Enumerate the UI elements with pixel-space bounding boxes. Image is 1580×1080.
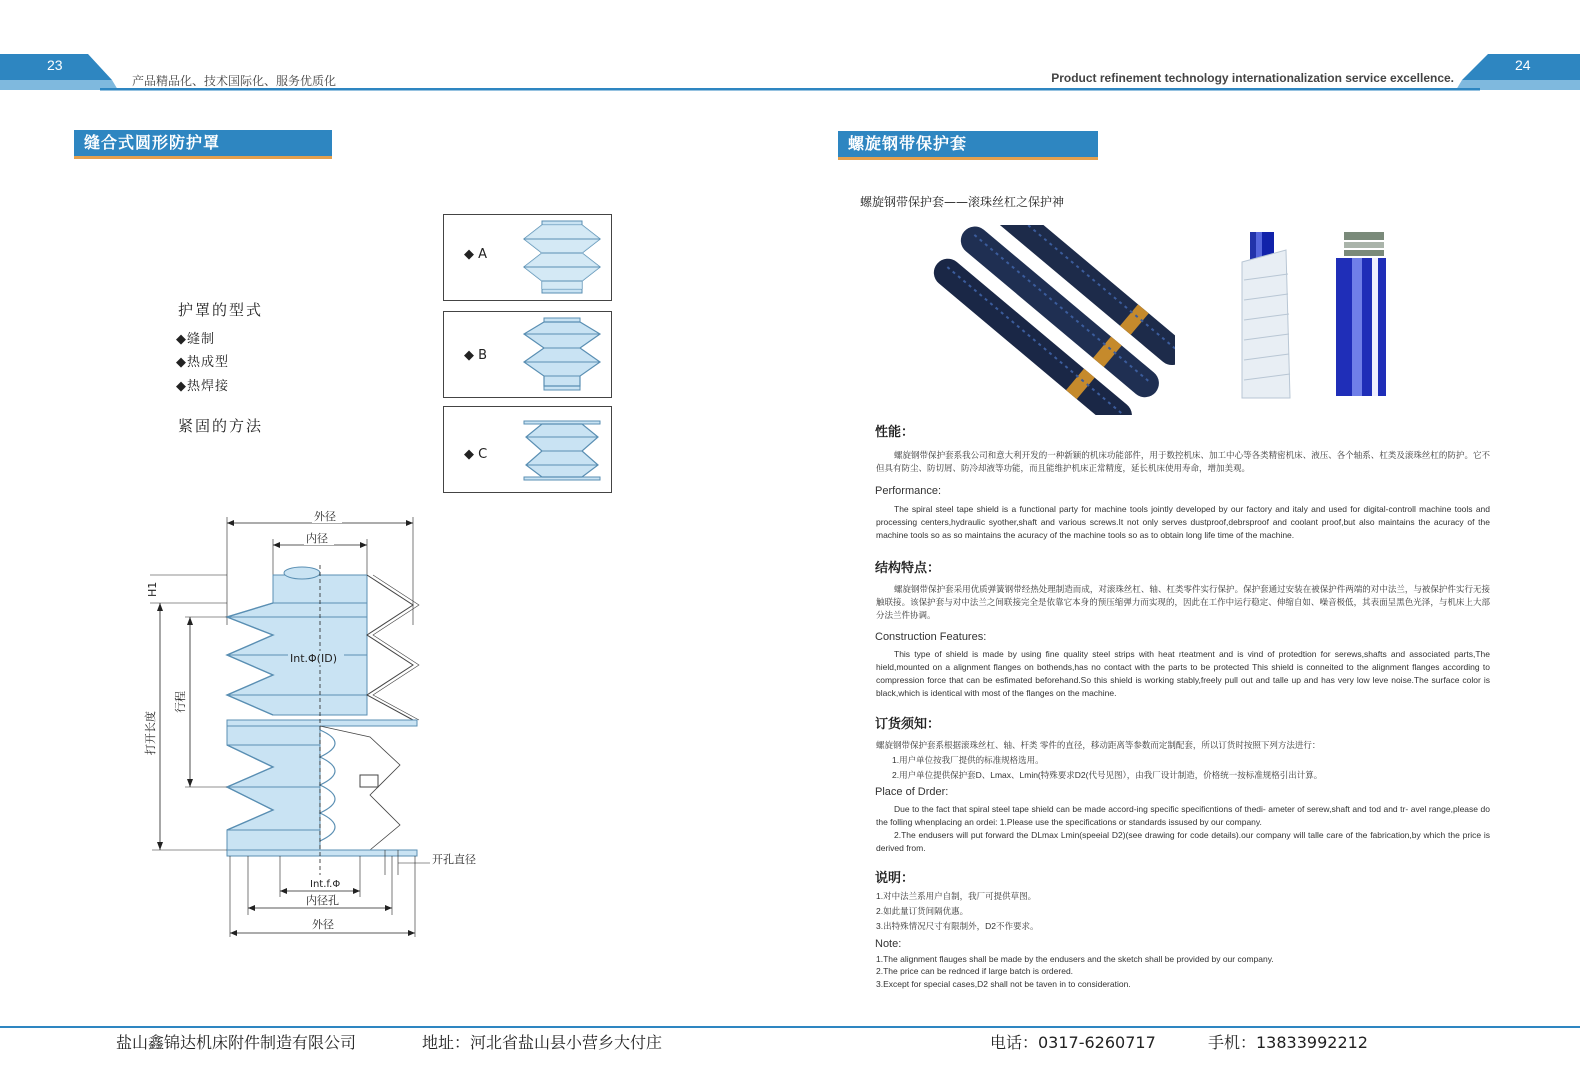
note-en-line-2: 2.The price can be rednced if large batch is ordered. — [876, 966, 1074, 976]
notes-heading: 说明： — [875, 871, 915, 886]
order-cn-line-2: 1.用户单位按我厂提供的标准规格选用。 — [892, 755, 1044, 765]
form-item-thermoformed: ◆热成型 — [176, 355, 229, 370]
performance-text-en: The spiral steel tape shield is a functional party for machine tools jointly developed by our factory and italy and used for digital-controll machine tools and processing centers,hydraulic syother,shaft and various screws.It not only serves dustproof,debrsproof and coolant proof,but also maintains the acuracy of the machine tools so as so maintains the acuracy of the machine tools so as to obtain long life time of the machine. — [876, 504, 1490, 540]
structure-text-cn: 螺旋钢带保护套采用优质弹簧钢带经热处理制造而成，对滚珠丝杠、轴、杠类零件实行保护。保护套通过安装在被保护件两端的对中法兰，与被保护件实行无接触联接。该保护套与对中法兰之间联接完全是依靠它本身的预压缩弹力而实现的，因此在工作中运行稳定、伸缩自如、噪音极低，其表面呈黑色光泽，与机床上大部分法兰件协调。 — [876, 584, 1490, 620]
dim-outer-diameter-bottom: 外径 — [312, 918, 334, 931]
spiral-shield-blue-photo — [1330, 228, 1400, 400]
dim-inner-hole: 内径孔 — [306, 894, 339, 907]
footer-company: 盐山鑫锦达机床附件制造有限公司 — [116, 1033, 357, 1052]
note-cn-line-1: 1.对中法兰系用户自制，我厂可提供草图。 — [876, 891, 1037, 901]
type-label-a: ◆ A — [464, 247, 488, 262]
form-item-sewn: ◆缝制 — [176, 332, 215, 347]
performance-heading-en: Performance: — [875, 485, 942, 497]
left-section-title: 缝合式圆形防护罩 — [74, 130, 332, 159]
slogan-chinese: 产品精品化、技术国际化、服务优质化 — [132, 74, 337, 88]
note-en-line-1: 1.The alignment flauges shall be made by the endusers and the sketch shall be provided by our company. — [876, 954, 1274, 964]
type-box-c — [443, 406, 612, 493]
bellows-body — [227, 565, 419, 875]
footer-address: 地址：河北省盐山县小营乡大付庄 — [422, 1033, 663, 1052]
footer-phone: 电话：0317-6260717 — [990, 1033, 1156, 1052]
dim-open-length: 打开长度 — [144, 711, 157, 755]
slogan-english: Product refinement technology internationalization service excellence. — [1051, 71, 1454, 85]
order-en-line-1: Due to the fact that spiral steel tape shield can be made accord-ing specific specificntions of thedi- ameter of serew,shaft and tod and tr- avel range,please do the folling whenplacing an ordei: 1.Please use the specifications or standards issused by our company. — [876, 804, 1490, 827]
dim-outer-diameter-top: 外径 — [314, 510, 336, 523]
right-subtitle: 螺旋钢带保护套——滚珠丝杠之保护神 — [860, 195, 1065, 209]
footer-rule — [0, 1026, 1580, 1028]
page-number-right: 24 — [1515, 57, 1531, 73]
type-label-b: ◆ B — [464, 348, 488, 363]
bellows-b-icon — [522, 316, 602, 392]
structure-text-en: This type of shield is made by using fine quality steel strips with heat rteatment and is vind of protedtion for serews,shafts and associated parts,The hield,mounted on a alignment flanges on bothends,has no contact with the parts to be protected This shield is conneited to the alignment flanges according to compression force that can be esfimated beforehand.So this shield is working stably,freely pull out and talle up and has very low leve noise.The surface color is black,which is identical with most of the flanges on the machine. — [876, 649, 1490, 698]
order-cn-line-3: 2.用户单位提供保护套D、Lmax、Lmin(特殊要求D2(代号见图），由我厂设计制造，价格统一按标准规格引出计算。 — [892, 770, 1323, 780]
forms-heading: 护罩的型式 — [178, 301, 264, 319]
performance-text-cn: 螺旋钢带保护套系我公司和意大利开发的一种新颖的机床功能部件，用于数控机床、加工中心等各类精密机床、液压、各个轴系、杠类及滚珠丝杠的防护。它不但具有防尘、防切屑、防冷却液等功能，而且能维护机床正常精度，延长机床使用寿命，增加美观。 — [876, 450, 1490, 473]
right-section-title: 螺旋钢带保护套 — [838, 131, 1098, 160]
form-item-welded: ◆热焊接 — [176, 379, 229, 394]
notes-heading-en: Note: — [875, 938, 902, 950]
bellows-technical-drawing — [130, 505, 510, 945]
page-number-left: 23 — [47, 57, 63, 73]
dim-inner-id: Int.Φ(ID) — [290, 652, 337, 665]
fixing-heading: 紧固的方法 — [178, 417, 264, 435]
structure-heading-en: Construction Features: — [875, 631, 987, 643]
performance-heading: 性能： — [875, 425, 915, 440]
note-cn-line-3: 3.出特殊情况尺寸有限制外，D2不作要求。 — [876, 921, 1039, 931]
type-box-a — [443, 214, 612, 301]
order-heading: 订货须知： — [875, 717, 941, 732]
bellows-a-icon — [522, 219, 602, 295]
footer-mobile: 手机：13833992212 — [1208, 1033, 1368, 1052]
order-cn-line-1: 螺旋钢带保护套系根据滚珠丝杠、轴、杆类 零件的直径，移动距离等参数而定制配套，所以订货时按照下列方法进行： — [876, 740, 1321, 750]
dim-inner-diameter-top: 内径 — [306, 532, 328, 545]
structure-heading: 结构特点： — [875, 561, 941, 576]
note-cn-line-2: 2.如此量订货间隔优惠。 — [876, 906, 969, 916]
type-box-b — [443, 311, 612, 398]
order-en-line-2: 2.The endusers will put forward the DLmax Lmin(speeial D2)(see drawing for code details).our company will talle care of the fabrication,by which the price is derived from. — [876, 830, 1490, 853]
dim-stroke: 行程 — [174, 691, 187, 713]
spiral-shield-white-photo — [1238, 230, 1308, 400]
order-heading-en: Place of Drder: — [875, 786, 949, 798]
spiral-shields-photo — [905, 225, 1175, 415]
type-label-c: ◆ C — [464, 447, 488, 462]
note-en-line-3: 3.Except for special cases,D2 shall not be taven in to consideration. — [876, 979, 1131, 989]
bellows-c-icon — [522, 413, 602, 489]
dim-h1: H1 — [146, 581, 159, 597]
dim-hole-diameter: 开孔直径 — [432, 853, 476, 866]
dim-int-f: Int.f.Φ — [310, 879, 341, 890]
